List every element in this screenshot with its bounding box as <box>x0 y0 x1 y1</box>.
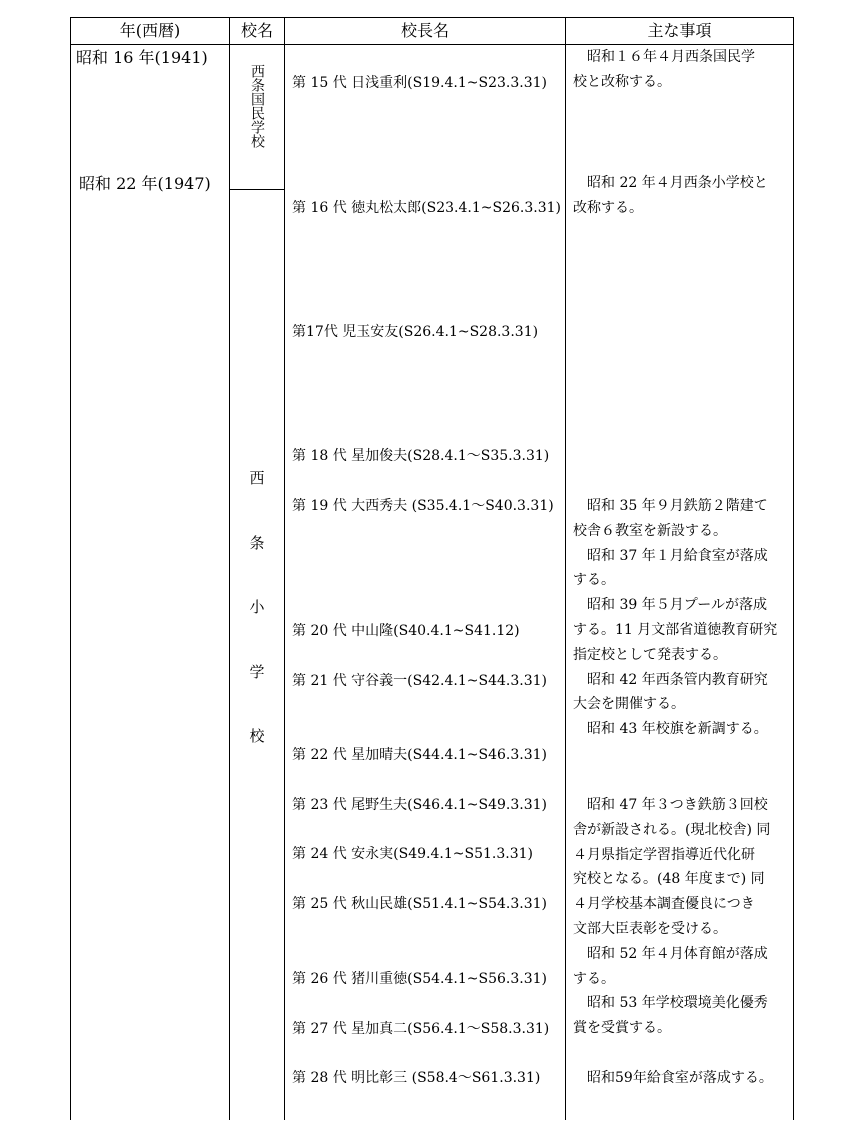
event-line: 昭和59年給食室が落成する。 <box>573 1070 773 1086</box>
event-line: 昭和 52 年４月体育館が落成 <box>573 945 768 962</box>
principal-25: 第 25 代 秋山民雄(S51.4.1~S54.3.31) <box>292 896 547 912</box>
event-line: 校と改称する。 <box>573 73 671 90</box>
header-principal: 校長名 <box>400 21 449 40</box>
divider-year-school <box>229 17 230 1120</box>
event-line: 昭和 53 年学校環境美化優秀 <box>573 995 768 1012</box>
event-line: 昭和 43 年校旗を新調する。 <box>573 721 768 738</box>
left-border <box>70 17 71 1120</box>
school-name-shogakko: 西条小学校 <box>249 469 265 745</box>
event-line: 昭和 39 年５月プールが落成 <box>573 597 768 614</box>
principal-23: 第 23 代 尾野生夫(S46.4.1~S49.3.31) <box>292 797 547 813</box>
header-school: 校名 <box>240 21 273 40</box>
event-line: 究校となる。(48 年度まで) 同 <box>573 871 765 888</box>
event-line: 昭和 47 年３つき鉄筋３回校 <box>573 797 768 813</box>
event-1941 <box>573 45 755 95</box>
event-line: 昭和 37 年１月給食室が落成 <box>573 547 768 564</box>
event-line: 昭和１６年４月西条国民学 <box>573 49 755 65</box>
event-line: 昭和 42 年西条管内教育研究 <box>573 671 768 688</box>
principal-28: 第 28 代 明比彰三 (S58.4～S61.3.31) <box>292 1070 541 1086</box>
year-1941: 昭和 16 年(1941) <box>76 48 208 67</box>
event-line: 昭和 22 年４月西条小学校と <box>573 175 768 191</box>
event-line: ４月学校基本調査優良につき <box>573 896 755 913</box>
event-1947 <box>573 171 768 221</box>
event-line: する。11 月文部省道徳教育研究 <box>573 621 778 638</box>
event-line: 賞を受賞する。 <box>573 1020 671 1037</box>
school-name-kokumin: 西条国民学校 <box>249 64 265 148</box>
divider-principal-events <box>565 17 566 1120</box>
event-line: する。 <box>573 970 615 987</box>
event-line: ４月県指定学習指導近代化研 <box>573 846 755 863</box>
principal-26: 第 26 代 猪川重徳(S54.4.1~S56.3.31) <box>292 971 547 987</box>
event-line: 昭和 35 年９月鉄筋２階建て <box>573 498 768 514</box>
event-line: 校舎６教室を新設する。 <box>573 522 727 539</box>
event-line: 改称する。 <box>573 199 643 216</box>
principal-24: 第 24 代 安永実(S49.4.1~S51.3.31) <box>292 846 533 862</box>
principal-18: 第 18 代 星加俊夫(S28.4.1～S35.3.31) <box>292 448 550 464</box>
principal-22: 第 22 代 星加晴夫(S44.4.1~S46.3.31) <box>292 747 547 763</box>
header-events: 主な事項 <box>647 21 712 40</box>
event-line: 指定校として発表する。 <box>573 646 727 663</box>
principal-20: 第 20 代 中山隆(S40.4.1~S41.12) <box>292 623 520 639</box>
principal-27: 第 27 代 星加真二(S56.4.1～S58.3.31) <box>292 1021 550 1037</box>
principal-21: 第 21 代 守谷義一(S42.4.1~S44.3.31) <box>292 673 547 689</box>
event-line: 文部大臣表彰を受ける。 <box>573 920 727 937</box>
principal-19: 第 19 代 大西秀夫 (S35.4.1～S40.3.31) <box>292 498 554 514</box>
event-1984 <box>573 1066 773 1091</box>
principal-17: 第17代 児玉安友(S26.4.1~S28.3.31) <box>292 324 539 340</box>
event-line: 舎が新設される。(現北校舎) 同 <box>573 821 771 838</box>
event-1960-1968 <box>573 494 777 742</box>
divider-school-principal <box>284 17 285 1120</box>
year-1947: 昭和 22 年(1947) <box>79 174 211 193</box>
event-line: する。 <box>573 572 615 589</box>
event-1972-1978 <box>573 793 770 1041</box>
school-divider <box>229 189 285 190</box>
event-line: 大会を開催する。 <box>573 696 685 713</box>
right-border <box>793 17 794 1120</box>
header-year: 年(西暦) <box>119 21 181 40</box>
principal-15: 第 15 代 日浅重利(S19.4.1~S23.3.31) <box>292 75 547 91</box>
principal-16: 第 16 代 徳丸松太郎(S23.4.1~S26.3.31) <box>292 200 561 216</box>
